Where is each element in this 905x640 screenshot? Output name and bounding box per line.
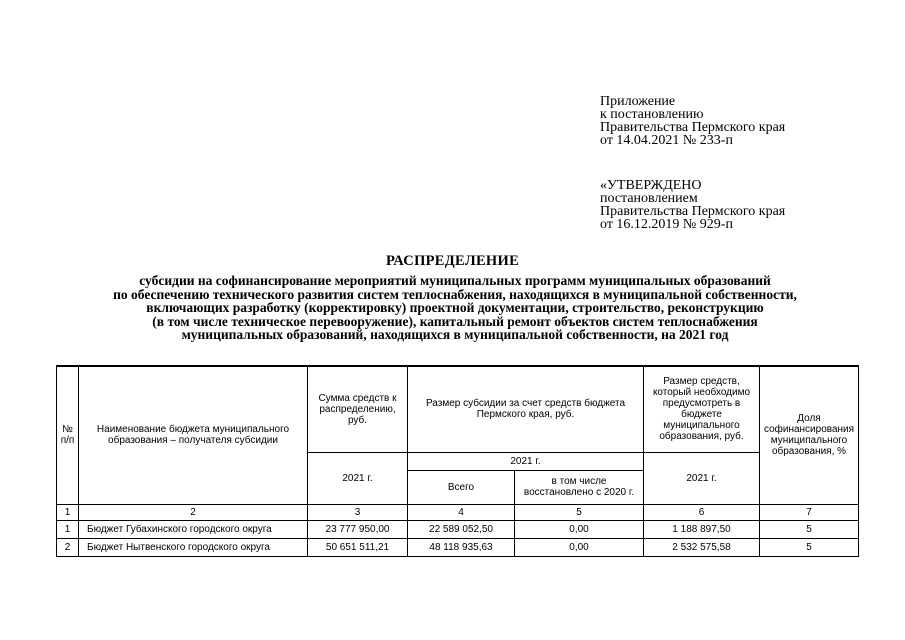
approved-line: от 16.12.2019 № 929-п	[600, 217, 733, 232]
header-provide: Размер средств, который необходимо предусмотреть в бюджете муниципального образования, руб.	[644, 366, 760, 452]
approved-line: «УТВЕРЖДЕНО	[600, 178, 702, 193]
subtitle-line: включающих разработку (корректировку) проектной документации, строительство, реконструкцию	[146, 300, 764, 315]
column-number: 3	[308, 504, 408, 520]
document-title: РАСПРЕДЕЛЕНИЕ	[385, 253, 520, 269]
table-row	[57, 538, 859, 556]
distribution-table	[56, 365, 859, 557]
approved-line: постановлением	[600, 191, 698, 206]
row-subsidy-total: 48 118 935,63	[408, 538, 515, 556]
column-number: 6	[644, 504, 760, 520]
subtitle-line: муниципальных образований, находящихся в муниципальной собственности, на 2021 год	[181, 327, 729, 342]
column-number: 2	[79, 504, 308, 520]
subtitle-line: субсидии на софинансирование мероприятий муниципальных программ муниципальных образований	[139, 273, 771, 288]
header-name: Наименование бюджета муниципального образования – получателя субсидии	[79, 366, 308, 504]
header-total: Всего	[408, 470, 515, 504]
row-num: 2	[57, 538, 79, 556]
column-number: 1	[57, 504, 79, 520]
row-budget-name: Бюджет Нытвенского городского округа	[79, 538, 308, 556]
appendix-line: к постановлению	[600, 107, 704, 122]
column-number-row	[57, 504, 859, 520]
row-subsidy-total: 22 589 052,50	[408, 520, 515, 538]
column-number: 7	[760, 504, 859, 520]
subtitle-line: (в том числе техническое перевооружение), капитальный ремонт объектов систем теплоснабжения	[152, 313, 758, 329]
document-subtitle	[40, 274, 870, 342]
header-share: Доля софинансирования муниципального образования, %	[760, 366, 859, 504]
column-number: 5	[515, 504, 644, 520]
header-year-provide: 2021 г.	[644, 452, 760, 504]
row-budget-name: Бюджет Губахинского городского округа	[79, 520, 308, 538]
row-sum: 50 651 511,21	[308, 538, 408, 556]
header-year-sum: 2021 г.	[308, 452, 408, 504]
subtitle-line: по обеспечению технического развития систем теплоснабжения, находящихся в муниципальной собственности,	[113, 286, 797, 302]
header-subsidy: Размер субсидии за счет средств бюджета Пермского края, руб.	[408, 366, 644, 452]
row-share: 5	[760, 520, 859, 538]
row-sum: 23 777 950,00	[308, 520, 408, 538]
approved-line: Правительства Пермского края	[600, 204, 786, 219]
appendix-block	[600, 95, 785, 147]
column-number: 4	[408, 504, 515, 520]
table-row	[57, 520, 859, 538]
row-num: 1	[57, 520, 79, 538]
appendix-line: от 14.04.2021 № 233-п	[600, 133, 733, 148]
appendix-line: Приложение	[600, 94, 676, 109]
row-provide: 2 532 575,58	[644, 538, 760, 556]
appendix-line: Правительства Пермского края	[600, 120, 786, 135]
row-provide: 1 188 897,50	[644, 520, 760, 538]
header-sum: Сумма средств к распределению, руб.	[308, 366, 408, 452]
row-subsidy-restored: 0,00	[515, 538, 644, 556]
approved-block	[600, 179, 785, 231]
header-num: № п/п	[57, 366, 79, 504]
row-share: 5	[760, 538, 859, 556]
header-year-subsidy: 2021 г.	[408, 452, 644, 470]
header-restored: в том числе восстановлено с 2020 г.	[515, 470, 644, 504]
row-subsidy-restored: 0,00	[515, 520, 644, 538]
